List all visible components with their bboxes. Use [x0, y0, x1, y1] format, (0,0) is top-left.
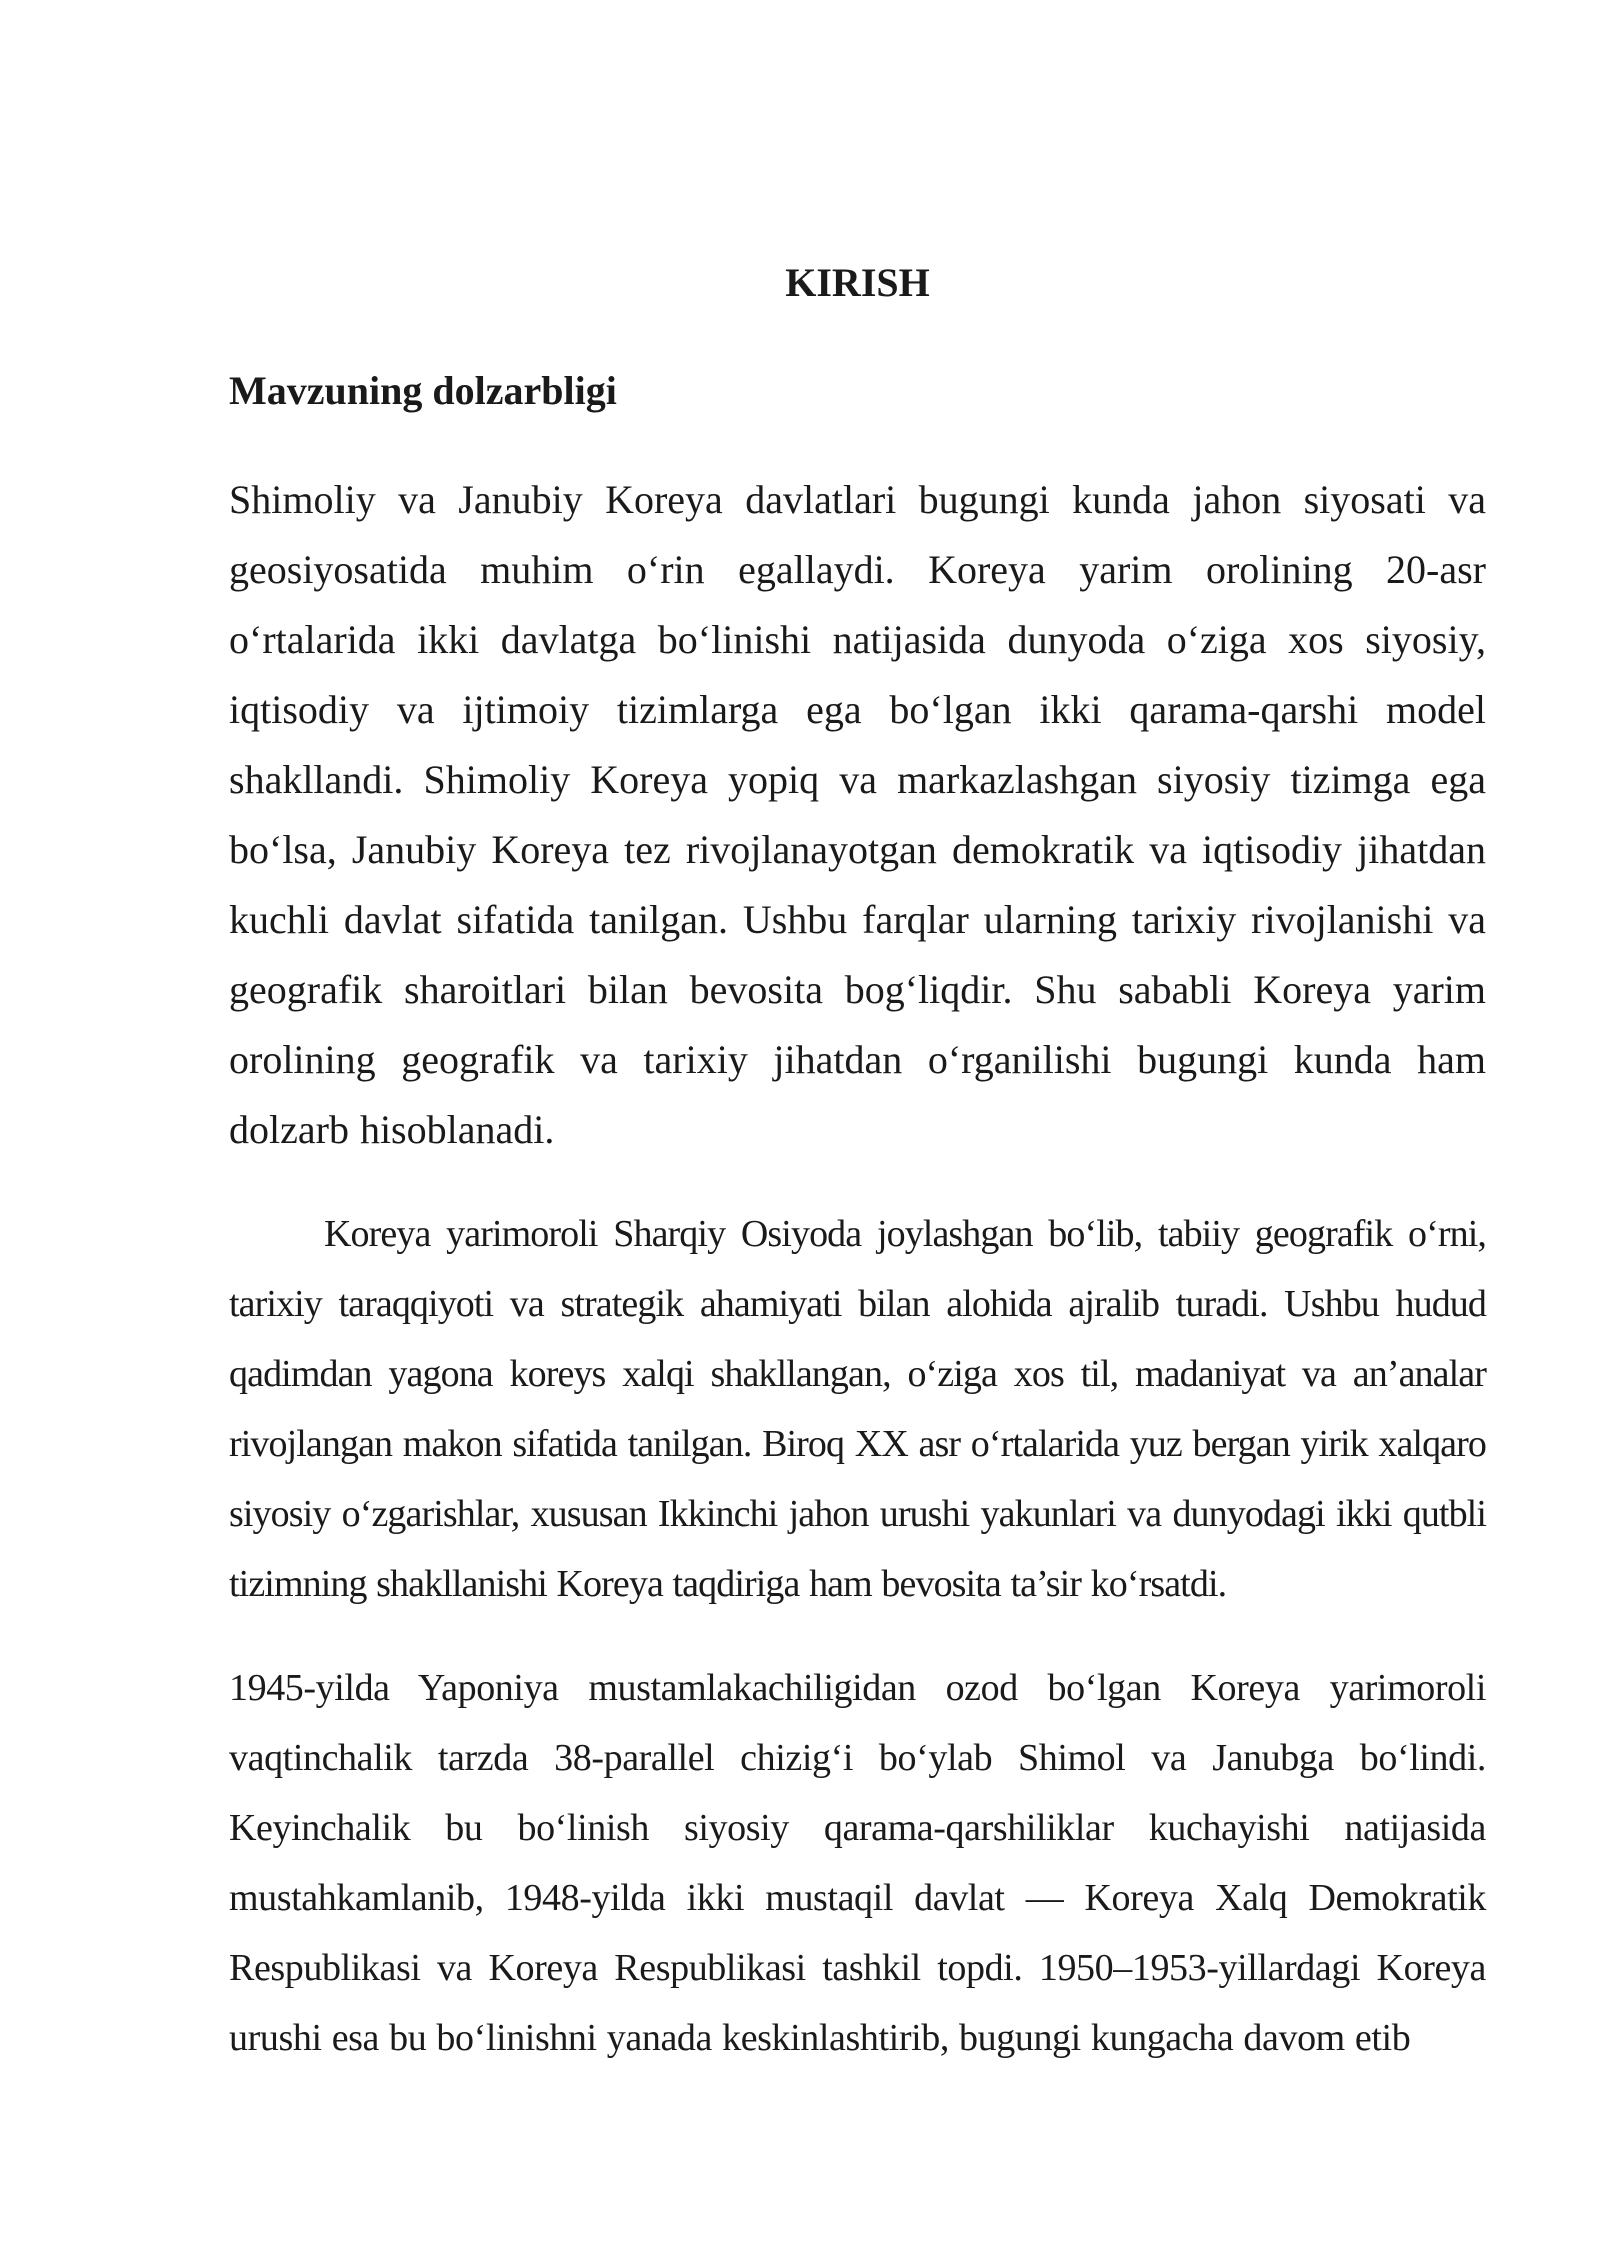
paragraph: Shimoliy va Janubiy Koreya davlatlari bugungi kunda jahon siyosati va geosiyosatida muhim o‘rin egallaydi. Koreya yarim orolining 20-asr o‘rtalarida ikki davlatga bo‘linishi natijasida dunyoda o‘ziga xos siyosiy, iqtisodiy va ijtimoiy tizimlarga ega bo‘lgan ikki qarama-qarshi model shakllandi. Shimoliy Koreya yopiq va markazlashgan siyosiy tizimga ega bo‘lsa, Janubiy Koreya tez rivojlanayotgan demokratik va iqtisodiy jihatdan kuchli davlat sifatida tanilgan. Ushbu farqlar ularning tarixiy rivojlanishi va geografik sharoitlari bilan bevosita bog‘liqdir. Shu sababli Koreya yarim orolining geografik va tarixiy jihatdan o‘rganilishi bugungi kunda ham dolzarb hisoblanadi. [229, 477, 1486, 1152]
paragraph: 1945-yilda Yaponiya mustamlakachiligidan ozod bo‘lgan Koreya yarimoroli vaqtinchalik tarzda 38-parallel chizig‘i bo‘ylab Shimol va Janubga bo‘lindi. Keyinchalik bu bo‘linish siyosiy qarama-qarshiliklar kuchayishi natijasida mustahkamlanib, 1948-yilda ikki mustaqil davlat — Koreya Xalq Demokratik Respublikasi va Koreya Respublikasi tashkil topdi. 1950–1953-yillardagi Koreya urushi esa bu bo‘linishni yanada keskinlashtirib, bugungi kungacha davom etib [229, 1667, 1486, 2059]
section-heading: Mavzuning dolzarbligi [229, 368, 617, 413]
paragraph: Koreya yarimoroli Sharqiy Osiyoda joylashgan bo‘lib, tabiiy geografik o‘rni, tarixiy taraqqiyoti va strategik ahamiyati bilan alohida ajralib turadi. Ushbu hudud qadimdan yagona koreys xalqi shakllangan, o‘ziga xos til, madaniyat va an’analar rivojlangan makon sifatida tanilgan. Biroq XX asr o‘rtalarida yuz bergan yirik xalqaro siyosiy o‘zgarishlar, xususan Ikkinchi jahon urushi yakunlari va dunyodagi ikki qutbli tizimning shakllanishi Koreya taqdiriga ham bevosita ta’sir ko‘rsatdi. [229, 1213, 1486, 1605]
page-title: KIRISH [785, 260, 930, 305]
